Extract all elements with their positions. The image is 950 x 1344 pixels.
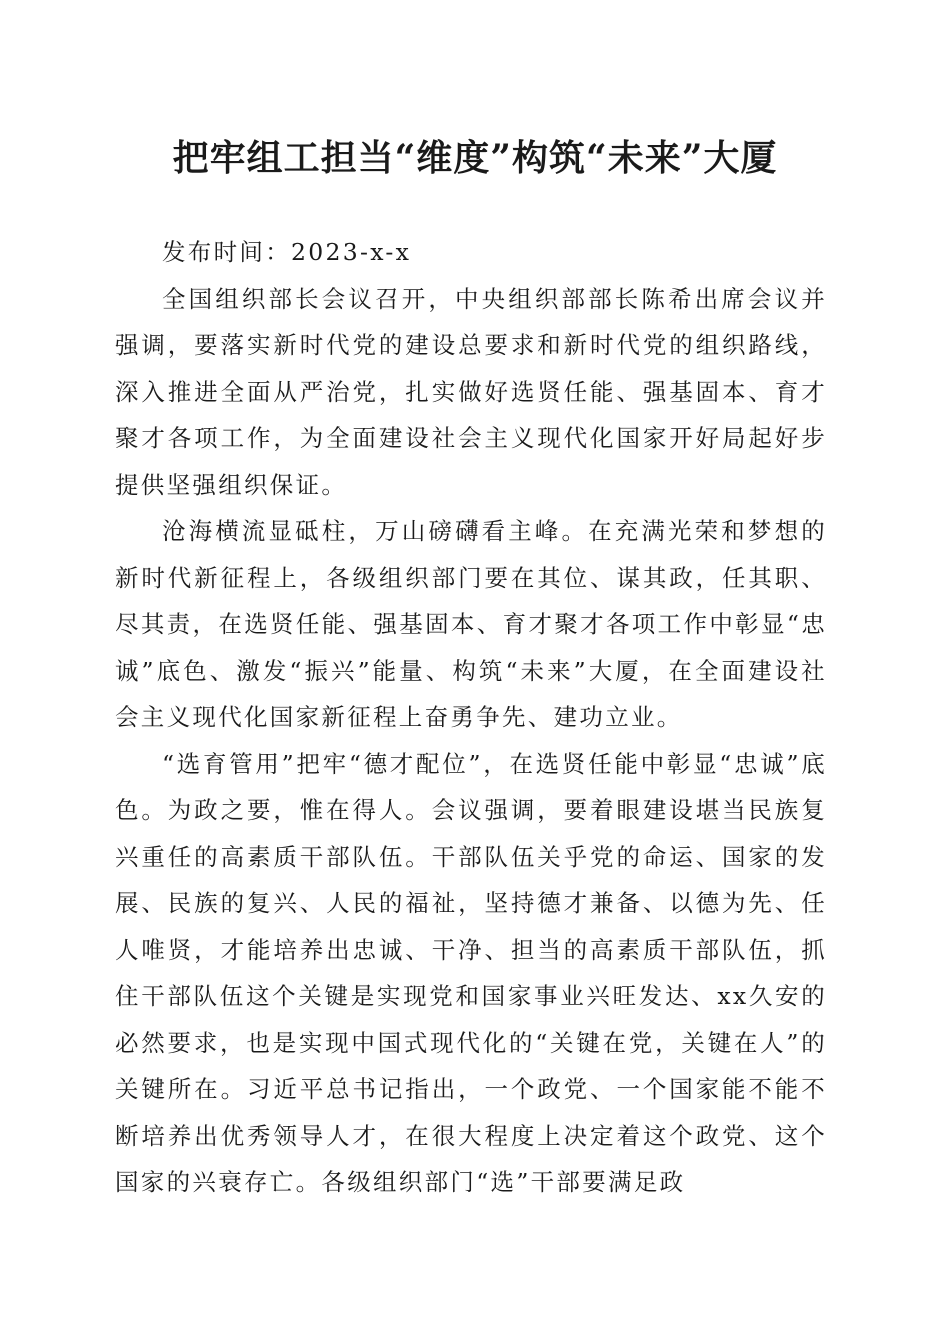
paragraph-2: 沧海横流显砥柱，万山磅礴看主峰。在充满光荣和梦想的新时代新征程上，各级组织部门要在其位、谋其政，任其职、尽其责，在选贤任能、强基固本、育才聚才各项工作中彰显“忠诚”底色、激发“振兴”能量、构筑“未来”大厦，在全面建设社会主义现代化国家新征程上奋勇争先、建功立业。 [115,517,827,731]
paragraph-3: “选育管用”把牢“德才配位”，在选贤任能中彰显“忠诚”底色。为政之要，惟在得人。会议强调，要着眼建设堪当民族复兴重任的高素质干部队伍。干部队伍关乎党的命运、国家的发展、民族的复兴、人民的福祉，坚持德才兼备、以德为先、任人唯贤，才能培养出忠诚、干净、担当的高素质干部队伍，抓住干部队伍这个关键是实现党和国家事业兴旺发达、xx久安的必然要求，也是实现中国式现代化的“关键在党，关键在人”的关键所在。习近平总书记指出，一个政党、一个国家能不能不断培养出优秀领导人才，在很大程度上决定着这个政党、这个国家的兴衰存亡。各级组织部门“选”干部要满足政 [115,749,827,1196]
document-title: 把牢组工担当“维度”构筑“未来”大厦 [172,137,778,179]
document-body [115,229,827,1206]
publish-time: 发布时间：2023-x-x [162,238,412,266]
paragraph-1: 全国组织部长会议召开，中央组织部部长陈希出席会议并强调，要落实新时代党的建设总要求和新时代党的组织路线，深入推进全面从严治党，扎实做好选贤任能、强基固本、育才聚才各项工作，为全面建设社会主义现代化国家开好局起好步提供坚强组织保证。 [115,284,827,499]
